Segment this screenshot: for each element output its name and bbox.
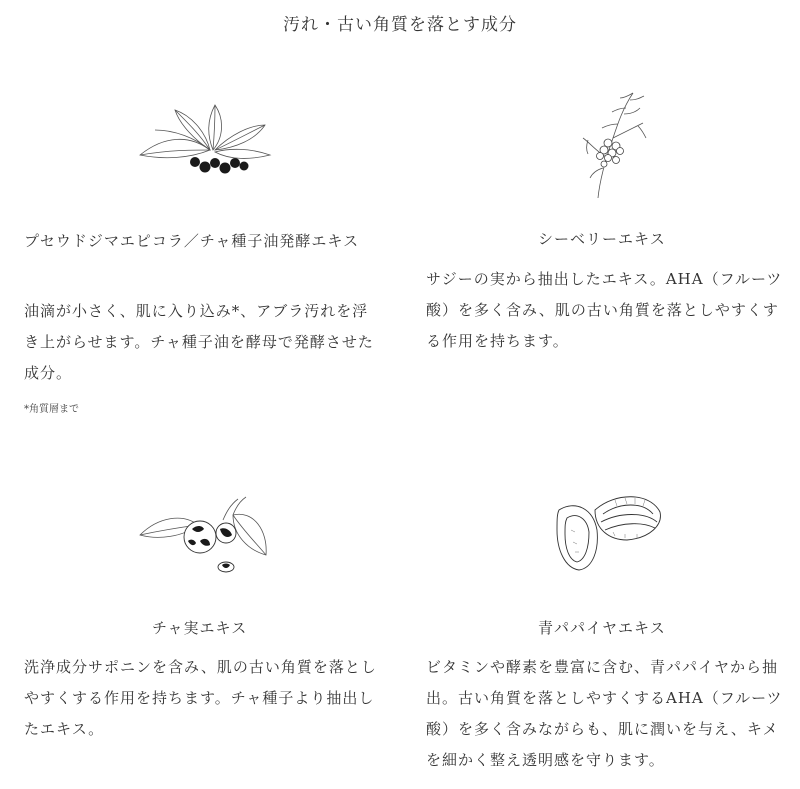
ingredient-description: 洗浄成分サポニンを含み、肌の古い角質を落としやすくする作用を持ちます。チャ種子より抽出したエキス。	[24, 658, 377, 738]
green-papaya-icon	[555, 490, 663, 572]
ingredient-name: チャ実エキス	[152, 619, 248, 637]
ingredient-description: サジーの実から抽出したエキス。AHA（フルーツ酸）を多く含み、肌の古い角質を落としやすくする作用を持ちます。	[426, 270, 783, 350]
ingredient-description: ビタミンや酵素を豊富に含む、青パパイヤから抽出。古い角質を落としやすくするAHA（フルーツ酸）を多く含みながらも、肌に潤いを与え、キメを細かく整え透明感を守ります。	[426, 658, 783, 769]
footnote: *角質層まで	[24, 404, 79, 415]
tea-fruit-icon	[138, 495, 270, 575]
tea-leaves-berries-icon	[135, 100, 275, 180]
sea-buckthorn-branch-icon	[578, 88, 648, 200]
ingredient-name: プセウドジマエピコラ／チャ種子油発酵エキス	[24, 232, 360, 250]
page-title: 汚れ・古い角質を落とす成分	[283, 15, 517, 35]
ingredient-description: 油滴が小さく、肌に入り込み*、アブラ汚れを浮き上がらせます。チャ種子油を酵母で発酵させた成分。	[24, 302, 374, 382]
ingredient-name: シーベリーエキス	[538, 230, 666, 248]
ingredient-name: 青パパイヤエキス	[538, 619, 666, 637]
